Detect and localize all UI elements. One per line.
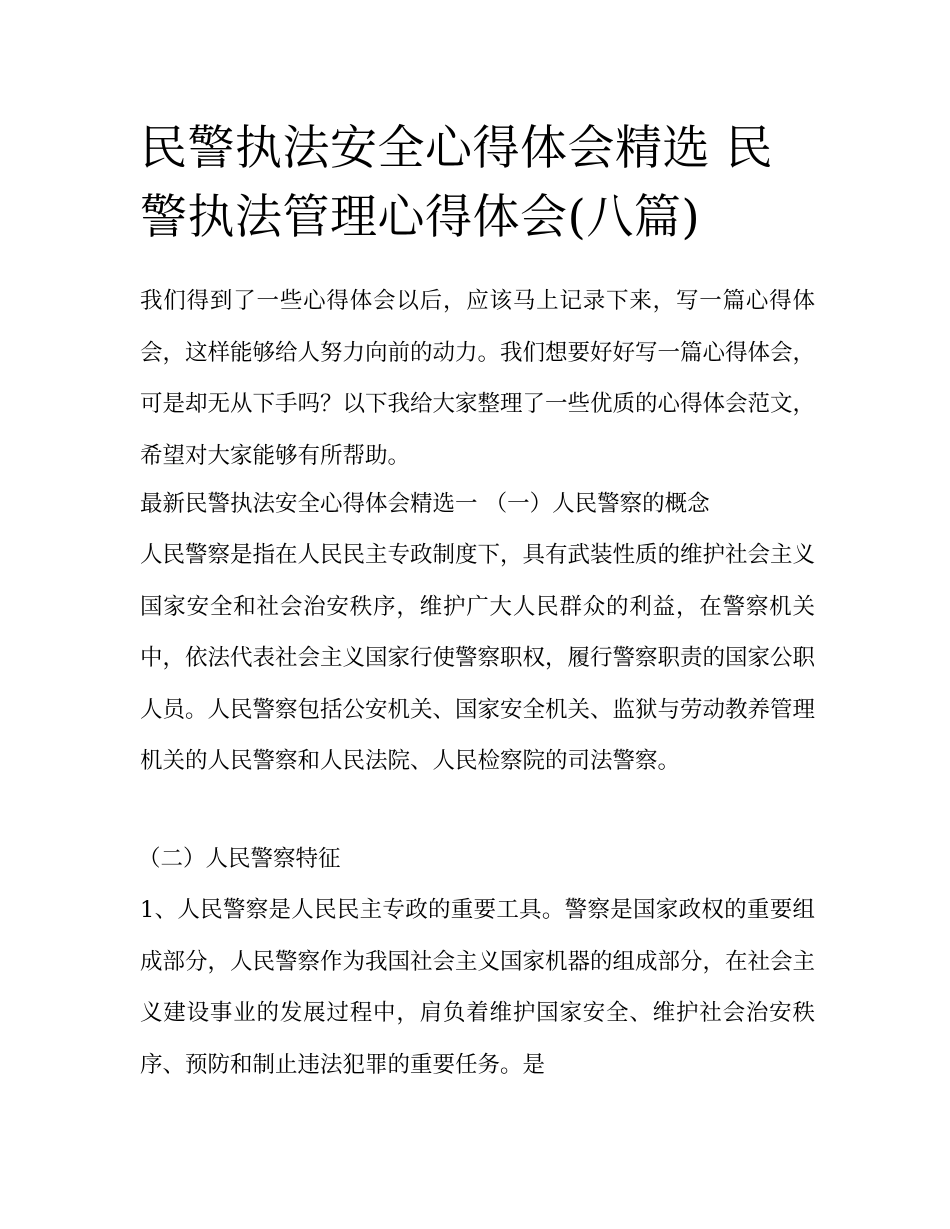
concept-paragraph: 人民警察是指在人民民主专政制度下，具有武装性质的维护社会主义国家安全和社会治安秩序，维护广大人民群众的利益，在警察机关中，依法代表社会主义国家行使警察职权，履行警察职责的国家公职人员。人民警察包括公安机关、国家安全机关、监狱与劳动教养管理机关的人民警察和人民法院、人民检察院的司法警察。	[140, 542, 816, 774]
section-heading: 最新民警执法安全心得体会精选一 （一）人民警察的概念	[140, 491, 710, 517]
subheading: （二）人民警察特征	[138, 846, 341, 872]
point-one-paragraph: 1、人民警察是人民民主专政的重要工具。警察是国家政权的重要组成部分，人民警察作为我国社会主义国家机器的组成部分，在社会主义建设事业的发展过程中，肩负着维护国家安全、维护社会治安秩序、预防和制止违法犯罪的重要任务。是	[140, 897, 816, 1078]
intro-paragraph: 我们得到了一些心得体会以后，应该马上记录下来，写一篇心得体会，这样能够给人努力向前的动力。我们想要好好写一篇心得体会，可是却无从下手吗？以下我给大家整理了一些优质的心得体会范文，希望对大家能够有所帮助。	[140, 288, 816, 469]
document-title: 民警执法安全心得体会精选 民警执法管理心得体会(八篇)	[140, 121, 773, 245]
